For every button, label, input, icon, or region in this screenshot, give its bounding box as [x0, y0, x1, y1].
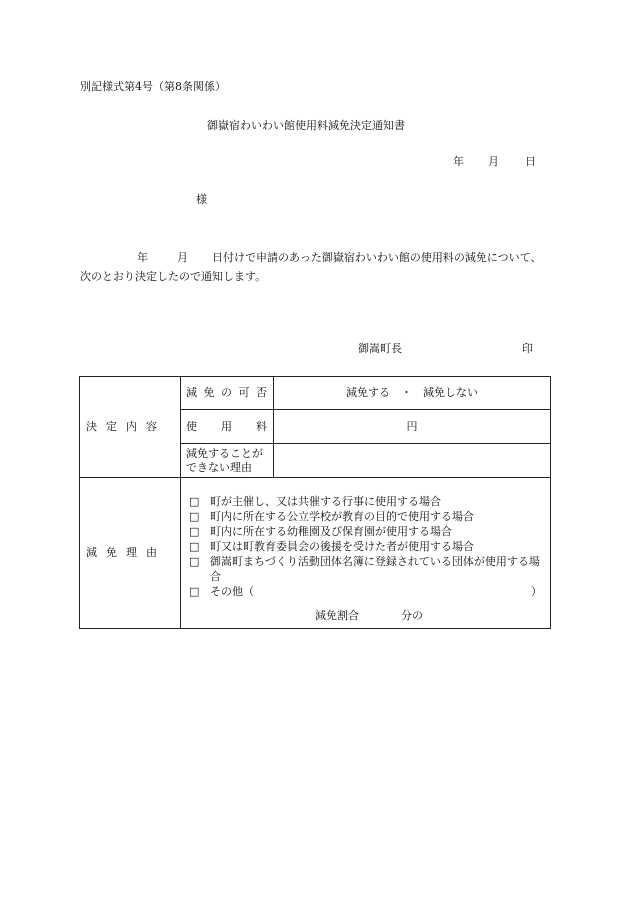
reason-item: □ 御嵩町まちづくり活動団体名簿に登録されている団体が使用する場合 [189, 555, 540, 583]
ratio-label: 減免割合 [315, 609, 359, 622]
reason-item: □ 町又は町教育委員会の後援を受けた者が使用する場合 [189, 540, 474, 553]
other-label: その他（ [210, 585, 254, 598]
reason-item: □ 町内に所在する公立学校が教育の目的で使用する場合 [189, 510, 474, 523]
seal-mark: 印 [522, 342, 533, 355]
fee-unit: 円 [274, 410, 551, 444]
reason-item: □ 町内に所在する幼稚園及び保育園が使用する場合 [189, 525, 452, 538]
table-row-reasons [80, 478, 551, 629]
decision-table [79, 376, 551, 629]
approval-label: 減 免 の 可 否 [181, 377, 274, 410]
body-text [80, 248, 541, 286]
checkbox-icon: □ [189, 585, 200, 598]
checkbox-icon: □ [189, 495, 200, 508]
date-year: 年 [453, 155, 464, 168]
date-line [453, 155, 536, 169]
form-number: 別記様式第4号（第8条関係） [80, 80, 226, 93]
body-year: 年 [137, 251, 148, 264]
checkbox-icon: □ [189, 540, 200, 553]
reject-reason-value [274, 444, 551, 478]
reduction-ratio [189, 609, 544, 623]
body-month: 月 [177, 251, 188, 264]
addressee-suffix: 様 [196, 193, 207, 206]
mayor-signature: 御嵩町長 [358, 342, 402, 355]
table-row-approval [80, 377, 551, 410]
approval-value: 減免する ・ 減免しない [274, 377, 551, 410]
checkbox-icon: □ [189, 555, 200, 568]
checkbox-icon: □ [189, 525, 200, 538]
date-day: 日 [525, 155, 536, 168]
body-line-2: 次のとおり決定したので通知します。 [80, 270, 267, 283]
other-close: ） [531, 585, 542, 598]
document-title: 御嶽宿わいわい館使用料減免決定通知書 [207, 119, 405, 132]
reject-reason-label: 減免することができない理由 [181, 444, 274, 478]
date-month: 月 [488, 155, 499, 168]
body-line-1-rest: 日付けで申請のあった御嶽宿わいわい館の使用料の減免について、 [212, 251, 542, 264]
fee-label: 使 用 料 [181, 410, 274, 444]
reason-item: □ 町が主催し、又は共催する行事に使用する場合 [189, 495, 441, 508]
decision-header: 決定内容 [80, 377, 181, 478]
ratio-mid: 分の [401, 609, 423, 622]
reason-item-other [189, 584, 544, 599]
body-line-1 [80, 248, 541, 267]
reason-header: 減免理由 [80, 478, 181, 629]
reason-list [181, 478, 551, 629]
checkbox-icon: □ [189, 510, 200, 523]
